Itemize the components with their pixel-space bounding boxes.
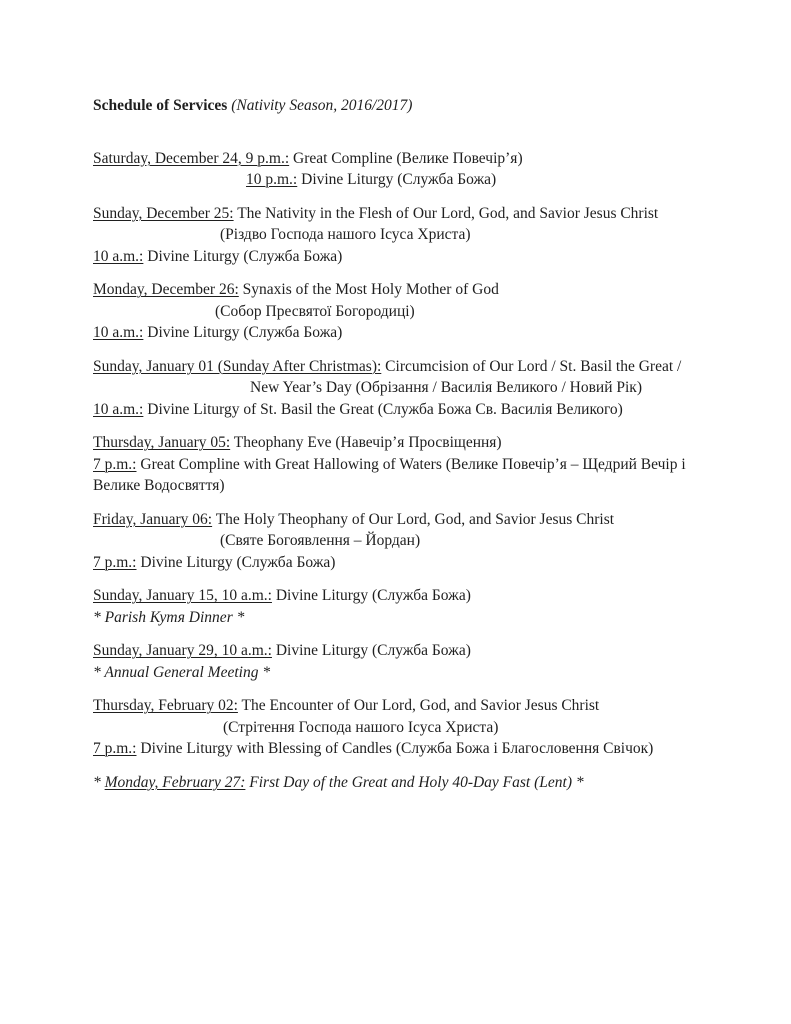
- schedule-line: [93, 432, 751, 454]
- date-time-label: 7 p.m.:: [93, 553, 137, 571]
- title-text: Schedule of Services: [93, 97, 228, 114]
- text-segment: * Parish Кутя Dinner *: [93, 608, 245, 626]
- text-segment: Circumcision of Our Lord / St. Basil the Great /: [381, 357, 682, 375]
- schedule-entry: [93, 356, 751, 421]
- schedule-line: [93, 585, 751, 607]
- schedule-line: [93, 509, 751, 531]
- text-segment: Divine Liturgy (Служба Божа): [271, 642, 471, 659]
- schedule-entry: [93, 509, 751, 574]
- schedule-entry: [93, 640, 751, 683]
- date-time-label: Sunday, January 29, 10 a.m.:: [93, 642, 272, 659]
- text-segment: Divine Liturgy of St. Basil the Great (Служба Божа Св. Василія Великого): [143, 400, 623, 418]
- date-time-label: 10 a.m.:: [93, 247, 144, 265]
- date-time-label: 7 p.m.:: [93, 455, 137, 473]
- text-segment: Great Compline with Great Hallowing of Waters (Велике Повечір’я – Щедрий Вечір і: [136, 455, 686, 473]
- schedule-line: [93, 552, 751, 574]
- schedule-line: [93, 607, 751, 629]
- date-time-label: Monday, December 26:: [93, 281, 239, 298]
- date-time-label: Sunday, January 01 (Sunday After Christmas):: [93, 357, 382, 375]
- text-segment: Divine Liturgy with Blessing of Candles (Служба Божа і Благословення Свічок): [136, 740, 654, 757]
- text-segment: Divine Liturgy (Служба Божа): [143, 247, 343, 265]
- title-subtitle: (Nativity Season, 2016/2017): [227, 97, 413, 114]
- text-segment: Divine Liturgy (Служба Божа): [271, 587, 471, 604]
- text-segment: Theophany Eve (Навечір’я Просвіщення): [230, 434, 502, 451]
- date-time-label: Sunday, January 15, 10 a.m.:: [93, 587, 272, 604]
- date-time-label: Sunday, December 25:: [93, 204, 234, 222]
- text-segment: Divine Liturgy (Служба Божа): [143, 324, 343, 341]
- schedule-line: [93, 454, 751, 476]
- text-segment: (Різдво Господа нашого Ісуса Христа): [220, 226, 471, 243]
- text-segment: * Annual General Meeting *: [93, 663, 271, 681]
- date-time-label: 10 a.m.:: [93, 324, 144, 341]
- schedule-entry: [93, 279, 751, 344]
- schedule-entries: [93, 148, 751, 794]
- text-segment: Divine Liturgy (Служба Божа): [297, 171, 497, 188]
- schedule-entry: [93, 772, 751, 794]
- text-segment: Divine Liturgy (Служба Божа): [136, 553, 336, 571]
- schedule-line: [93, 738, 751, 760]
- schedule-line: [93, 301, 751, 323]
- schedule-line: [93, 399, 751, 421]
- date-time-label: 10 a.m.:: [93, 400, 144, 418]
- schedule-line: [93, 246, 751, 268]
- schedule-line: [93, 640, 751, 662]
- schedule-line: [93, 530, 751, 552]
- schedule-entry: [93, 695, 751, 760]
- date-time-label: Thursday, January 05:: [93, 434, 231, 451]
- text-segment: *: [93, 773, 105, 791]
- schedule-line: [93, 356, 751, 378]
- schedule-line: [93, 169, 751, 191]
- text-segment: Велике Водосвяття): [93, 477, 225, 494]
- schedule-entry: [93, 432, 751, 497]
- schedule-line: [93, 279, 751, 301]
- date-time-label: 7 p.m.:: [93, 740, 137, 757]
- schedule-line: [93, 475, 751, 497]
- schedule-entry: [93, 585, 751, 628]
- schedule-line: [93, 148, 751, 170]
- schedule-entry: [93, 148, 751, 191]
- date-time-label: 10 p.m.:: [246, 171, 298, 188]
- schedule-line: [93, 717, 751, 739]
- text-segment: The Encounter of Our Lord, God, and Savior Jesus Christ: [237, 697, 600, 714]
- text-segment: New Year’s Day (Обрізання / Василія Великого / Новий Рік): [250, 379, 642, 396]
- text-segment: First Day of the Great and Holy 40-Day Fast (Lent) *: [245, 773, 584, 791]
- text-segment: The Holy Theophany of Our Lord, God, and Savior Jesus Christ: [212, 510, 615, 528]
- date-time-label: Friday, January 06:: [93, 510, 213, 528]
- schedule-line: [93, 322, 751, 344]
- text-segment: The Nativity in the Flesh of Our Lord, God, and Savior Jesus Christ: [233, 204, 659, 222]
- date-time-label: Monday, February 27:: [104, 773, 246, 791]
- schedule-line: [93, 377, 751, 399]
- schedule-entry: [93, 203, 751, 268]
- document-title: [93, 95, 751, 117]
- text-segment: (Стрітення Господа нашого Ісуса Христа): [223, 718, 499, 736]
- date-time-label: Thursday, February 02:: [93, 697, 238, 714]
- date-time-label: Saturday, December 24, 9 p.m.:: [93, 149, 290, 167]
- schedule-line: [93, 772, 751, 794]
- text-segment: Great Compline (Велике Повечір’я): [289, 149, 523, 167]
- schedule-line: [93, 203, 751, 225]
- schedule-line: [93, 224, 751, 246]
- schedule-line: [93, 695, 751, 717]
- text-segment: (Собор Пресвятої Богородиці): [215, 302, 415, 320]
- text-segment: Synaxis of the Most Holy Mother of God: [238, 281, 499, 298]
- schedule-line: [93, 662, 751, 684]
- text-segment: (Святе Богоявлення – Йордан): [220, 532, 421, 549]
